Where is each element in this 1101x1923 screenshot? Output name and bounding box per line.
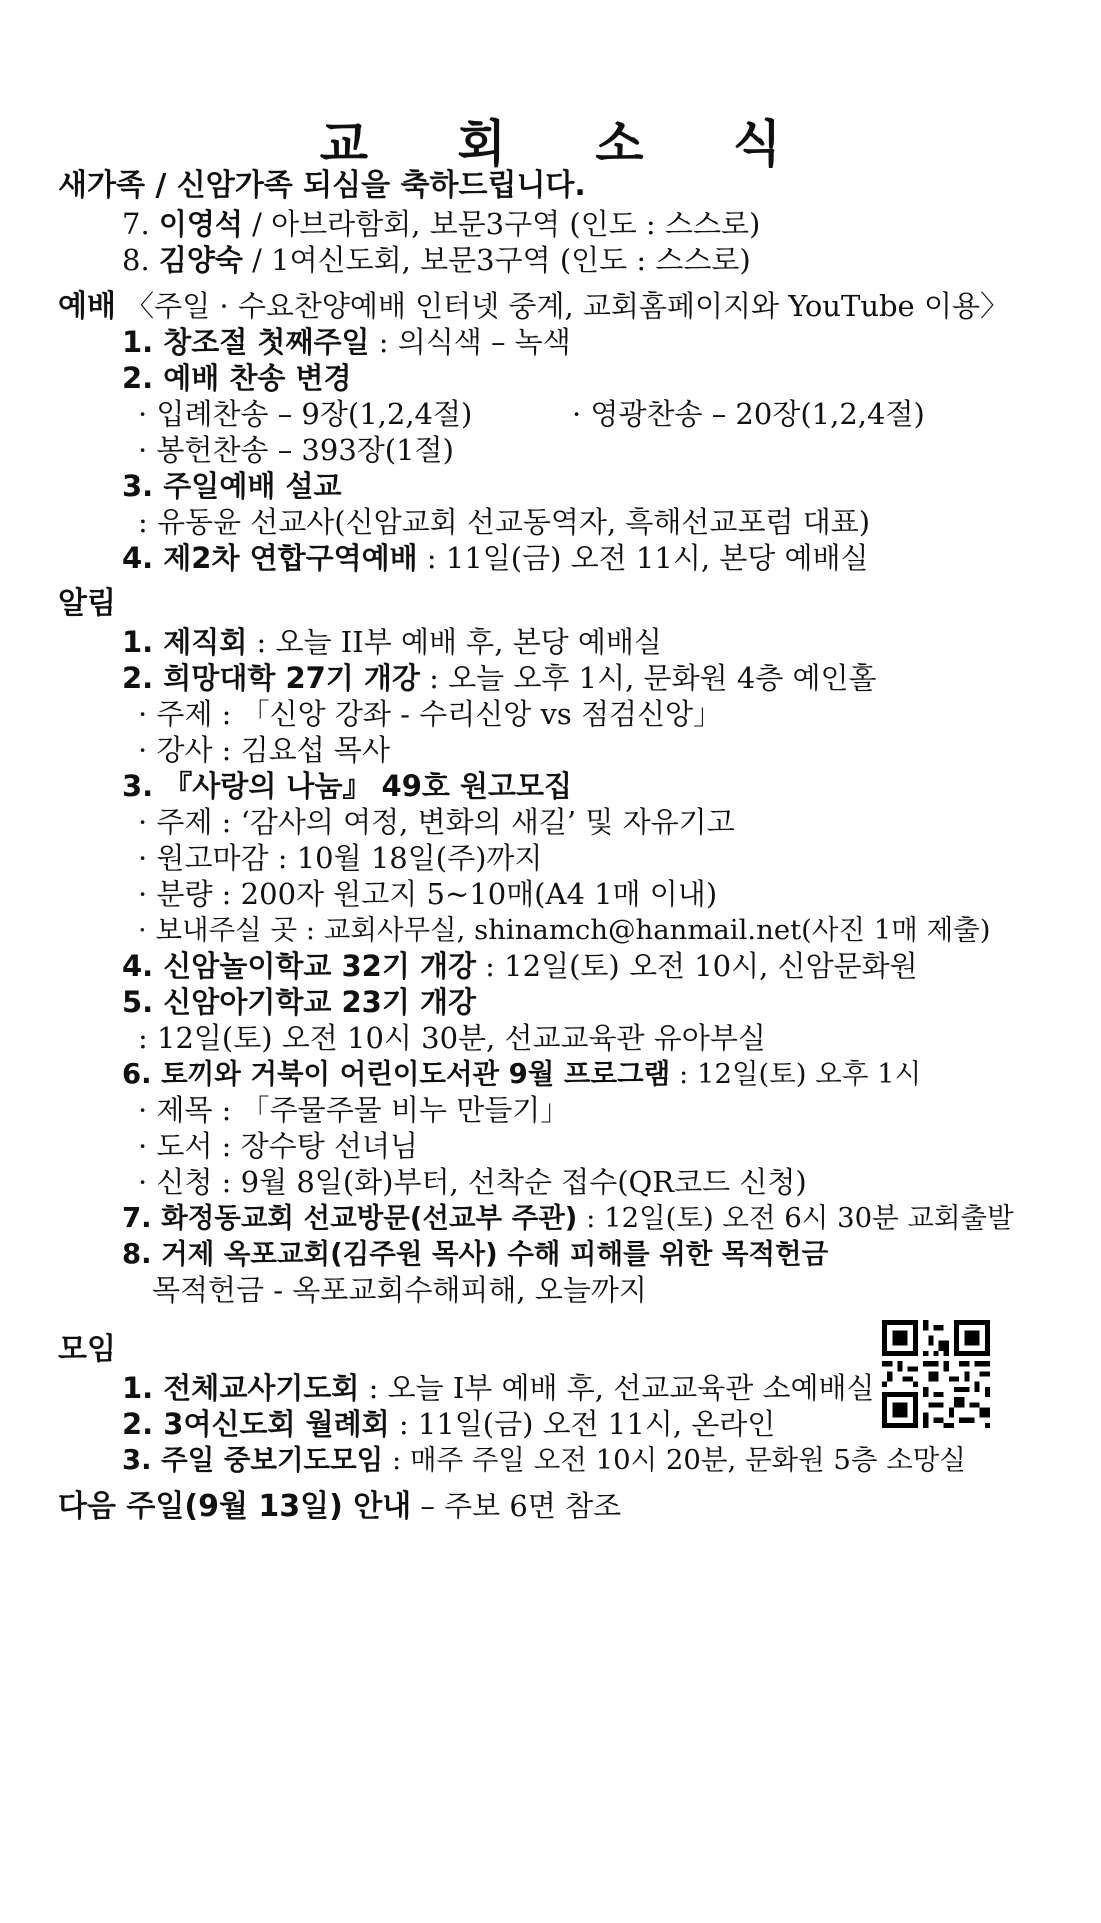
meeting-1-title: 1. 전체교사기도회 (122, 1371, 360, 1405)
meeting-1-text: : 오늘 I부 예배 후, 선교교육관 소예배실 (359, 1371, 875, 1405)
next-week-notice (58, 1486, 621, 1527)
notice-1-title: 1. 제직회 (122, 625, 248, 659)
notice-5-title: 5. 신암아기학교 23기 개강 (122, 985, 476, 1019)
notice-6-apply: · 신청 : 9월 8일(화)부터, 선착순 접수(QR코드 신청) (138, 1165, 807, 1199)
notice-7-title: 7. 화정동교회 선교방문(선교부 주관) (122, 1202, 578, 1234)
notice-2-topic: · 주제 : 「신앙 강좌 - 수리신앙 vs 점검신앙」 (138, 697, 722, 731)
new-family-item (122, 240, 751, 280)
worship-item-2-title: 2. 예배 찬송 변경 (122, 361, 352, 395)
notice-8-text: 목적헌금 - 옥포교회수해피해, 오늘까지 (152, 1273, 647, 1307)
meeting-3-title: 3. 주일 중보기도모임 (122, 1444, 384, 1476)
qr-code-icon[interactable] (882, 1320, 990, 1428)
notice-2-text: : 오늘 오후 1시, 문화원 4층 예인홀 (419, 661, 877, 695)
meeting-2 (122, 1404, 775, 1444)
member-detail: / 아브라함회, 보문3구역 (인도 : 스스로) (242, 207, 761, 241)
meeting-3-text: : 매주 주일 오전 10시 20분, 문화원 5층 소망실 (383, 1444, 966, 1476)
meeting-3 (122, 1440, 966, 1480)
worship-heading (58, 286, 1009, 327)
notice-4 (122, 946, 918, 986)
notice-6-program: · 제목 : 「주물주물 비누 만들기」 (138, 1093, 570, 1127)
member-name: 이영석 (158, 207, 243, 241)
member-name: 김양숙 (158, 243, 243, 277)
notice-6-book: · 도서 : 장수탕 선녀님 (138, 1129, 418, 1163)
notice-3-send: · 보내주실 곳 : 교회사무실, shinamch@hanmail.net(사진 1매 제출) (138, 914, 991, 946)
member-detail: / 1여신도회, 보문3구역 (인도 : 스스로) (242, 243, 751, 277)
notice-5 (122, 982, 476, 1022)
worship-item-4-title: 4. 제2차 연합구역예배 (122, 541, 418, 575)
meeting-2-title: 2. 3여신도회 월례회 (122, 1407, 390, 1441)
worship-item-4-text: : 11일(금) 오전 11시, 본당 예배실 (417, 541, 869, 575)
notice-1 (122, 622, 662, 662)
notice-3-title: 3. 『사랑의 나눔』 49호 원고모집 (122, 769, 573, 803)
notices-heading: 알림 (58, 586, 116, 621)
notice-3-deadline: · 원고마감 : 10월 18일(주)까지 (138, 841, 543, 875)
meeting-2-text: : 11일(금) 오전 11시, 온라인 (389, 1407, 776, 1441)
new-family-item (122, 204, 760, 244)
hymn-offering: · 봉헌찬송 – 393장(1절) (138, 433, 454, 467)
next-week-text: – 주보 6면 참조 (411, 1489, 622, 1523)
notice-4-title: 4. 신암놀이학교 32기 개강 (122, 949, 476, 983)
notice-2-speaker: · 강사 : 김요섭 목사 (138, 733, 390, 767)
notice-6 (122, 1054, 921, 1094)
notice-6-text: : 12일(토) 오후 1시 (670, 1058, 922, 1090)
meetings-heading: 모임 (58, 1332, 116, 1367)
worship-item-4 (122, 538, 869, 578)
item-number: 8. (122, 243, 150, 277)
next-week-heading: 다음 주일(9월 13일) 안내 (58, 1489, 412, 1524)
notice-6-title: 6. 토끼와 거북이 어린이도서관 9월 프로그램 (122, 1058, 671, 1090)
worship-item-1-title: 1. 창조절 첫째주일 (122, 325, 370, 359)
worship-item-3 (122, 466, 341, 506)
notice-5-text: : 12일(토) 오전 10시 30분, 선교교육관 유아부실 (138, 1021, 766, 1055)
notice-4-text: : 12일(토) 오전 10시, 신암문화원 (475, 949, 918, 983)
new-family-heading: 새가족 / 신암가족 되심을 축하드립니다. (58, 168, 586, 203)
notice-2-title: 2. 희망대학 27기 개강 (122, 661, 420, 695)
page-title: 교 회 소 식 (319, 115, 818, 173)
worship-item-1 (122, 322, 571, 362)
notice-8 (122, 1234, 828, 1274)
hymn-entrance: · 입례찬송 – 9장(1,2,4절) (138, 397, 473, 431)
meeting-1 (122, 1368, 875, 1408)
notice-3 (122, 766, 572, 806)
notice-3-length: · 분량 : 200자 원고지 5~10매(A4 1매 이내) (138, 877, 718, 911)
hymn-glory: · 영광찬송 – 20장(1,2,4절) (572, 397, 925, 431)
worship-item-2 (122, 358, 352, 398)
worship-item-3-title: 3. 주일예배 설교 (122, 469, 342, 503)
item-number: 7. (122, 207, 150, 241)
sermon-preacher: : 유동윤 선교사(신암교회 선교동역자, 흑해선교포럼 대표) (138, 505, 871, 539)
worship-item-1-text: : 의식색 – 녹색 (369, 325, 571, 359)
worship-note: 〈주일 · 수요찬양예배 인터넷 중계, 교회홈페이지와 YouTube 이용〉 (115, 289, 1009, 323)
notice-7-text: : 12일(토) 오전 6시 30분 교회출발 (577, 1202, 1014, 1234)
worship-title: 예배 (58, 289, 116, 324)
notice-7 (122, 1198, 1014, 1238)
notice-1-text: : 오늘 II부 예배 후, 본당 예배실 (247, 625, 662, 659)
notice-2 (122, 658, 877, 698)
notice-8-title: 8. 거제 옥포교회(김주원 목사) 수해 피해를 위한 목적헌금 (122, 1238, 829, 1270)
notice-3-topic: · 주제 : ‘감사의 여정, 변화의 새길’ 및 자유기고 (138, 805, 735, 839)
